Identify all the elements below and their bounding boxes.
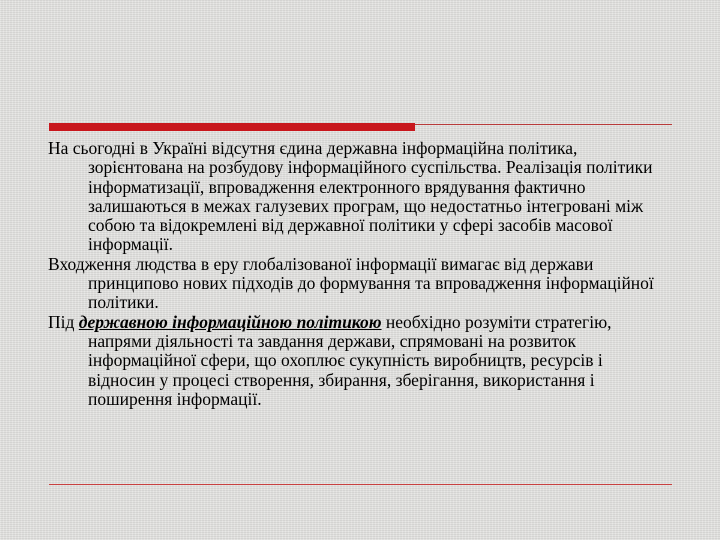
paragraph-1: На сьогодні в Україні відсутня єдина державна інформаційна політика, зорієнтована на розбудову інформаційного суспільства. Реалізація політики інформатизації, впровадження електронного врядування фактично залишаються в межах галузевих програм, що недостатньо інтегровані між собою та відокремлені від державної політики у сфері засобів масової інформації.: [48, 138, 653, 255]
top-accent-bar: [49, 123, 415, 131]
key-term: державною інформаційною політикою: [78, 311, 382, 332]
bottom-divider-line: [49, 484, 672, 485]
paragraph-3-prefix: Під: [48, 311, 79, 332]
paragraph-3: [48, 313, 674, 409]
paragraph-3-suffix: необхідно розуміти стратегію, напрями діяльності та завдання держави, спрямовані на розвиток інформаційної сфери, що охоплює сукупність виробництв, ресурсів і відносин у процесі створення, збирання, зберігання, використання і поширення інформації.: [88, 311, 612, 409]
paragraph-2: Входження людства в еру глобалізованої інформації вимагає від держави принципово нових підходів до формування та впровадження інформаційної політики.: [48, 253, 654, 313]
slide-body: [48, 139, 674, 409]
